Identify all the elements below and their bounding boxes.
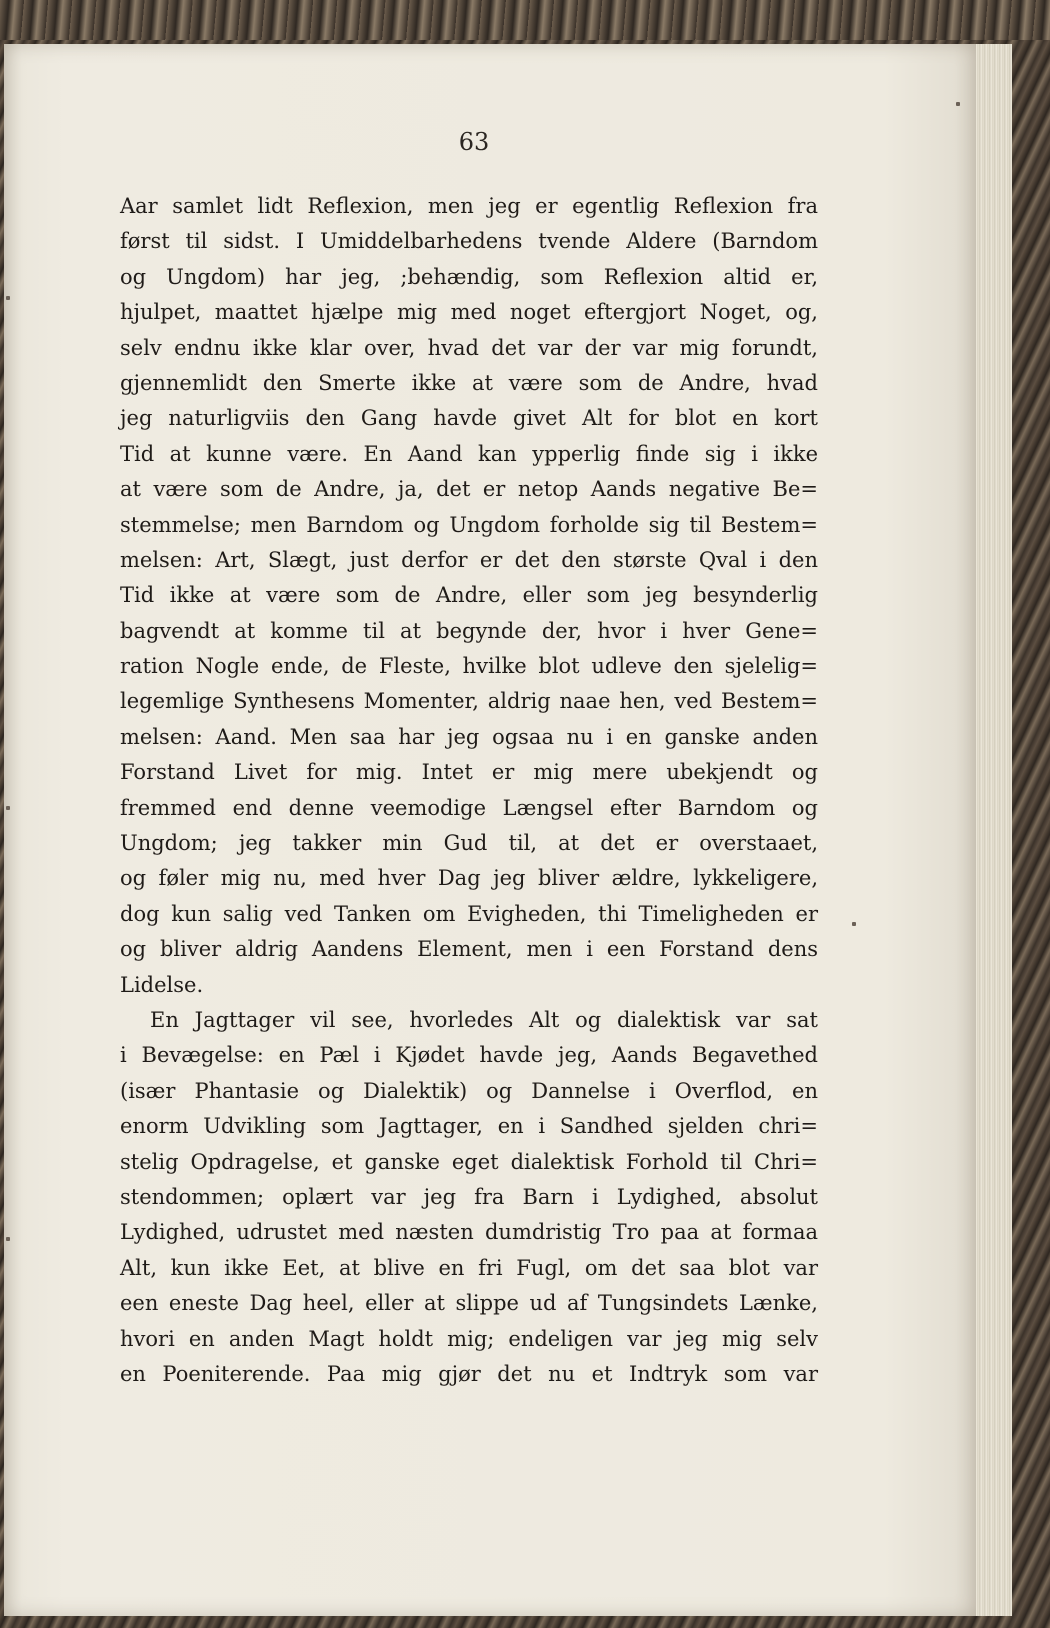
margin-speck	[6, 806, 10, 810]
text-line: en Poeniterende. Paa mig gjør det nu et Indtryk som var	[120, 1361, 818, 1386]
text-line: i Bevægelse: en Pæl i Kjødet havde jeg, Aands Begavethed	[120, 1043, 818, 1068]
text-line: Lydighed, udrustet med næsten dumdristig Tro paa at formaa	[120, 1220, 818, 1245]
text-line: Forstand Livet for mig. Intet er mig mere ubekjendt og	[120, 760, 818, 785]
text-line: Ungdom; jeg takker min Gud til, at det er overstaaet,	[120, 831, 818, 856]
text-line: jeg naturligviis den Gang havde givet Alt for blot en kort	[120, 406, 818, 431]
margin-speck	[6, 1237, 10, 1241]
text-line: og føler mig nu, med hver Dag jeg bliver ældre, lykkeligere,	[120, 866, 818, 891]
text-line: at være som de Andre, ja, det er netop Aands negative Be=	[120, 477, 818, 502]
text-line: Tid at kunne være. En Aand kan ypperlig finde sig i ikke	[120, 441, 818, 466]
text-line: Aar samlet lidt Reflexion, men jeg er egentlig Reflexion fra	[120, 194, 818, 218]
text-line: hjulpet, maattet hjælpe mig med noget eftergjort Noget, og,	[120, 300, 818, 325]
text-line: selv endnu ikke klar over, hvad det var der var mig forundt,	[120, 335, 818, 360]
text-line: hvori en anden Magt holdt mig; endeligen var jeg mig selv	[120, 1326, 818, 1351]
page-number: 63	[458, 128, 490, 156]
text-line: Tid ikke at være som de Andre, eller som jeg besynderlig	[120, 583, 818, 608]
book-cover-edge	[0, 0, 1050, 40]
text-line: stelig Opdragelse, et ganske eget dialektisk Forhold til Chri=	[120, 1149, 818, 1174]
margin-speck	[6, 296, 10, 300]
text-line: Lidelse.	[120, 972, 204, 997]
text-line: Alt, kun ikke Eet, at blive en fri Fugl, om det saa blot var	[120, 1255, 818, 1280]
margin-speck	[852, 922, 856, 926]
text-line: legemlige Synthesens Momenter, aldrig naae hen, ved Bestem=	[120, 689, 818, 714]
body-text	[120, 189, 818, 1392]
text-line: En Jagttager vil see, hvorledes Alt og dialektisk var sat	[150, 1007, 818, 1032]
text-line: fremmed end denne veemodige Længsel efter Barndom og	[120, 795, 818, 820]
text-line: een eneste Dag heel, eller at slippe ud af Tungsindets Lænke,	[120, 1291, 818, 1316]
margin-speck	[956, 102, 960, 106]
text-line: stemmelse; men Barndom og Ungdom forholde sig til Bestem=	[120, 512, 818, 537]
text-line: gjennemlidt den Smerte ikke at være som de Andre, hvad	[120, 370, 818, 395]
text-line: bagvendt at komme til at begynde der, hvor i hver Gene=	[120, 618, 818, 643]
text-line: og bliver aldrig Aandens Element, men i een Forstand dens	[120, 937, 818, 962]
text-line: stendommen; oplært var jeg fra Barn i Lydighed, absolut	[120, 1184, 818, 1209]
text-line: melsen: Aand. Men saa har jeg ogsaa nu i en ganske anden	[120, 724, 818, 749]
text-line: først til sidst. I Umiddelbarhedens tvende Aldere (Barndom	[120, 229, 818, 254]
text-line: melsen: Art, Slægt, just derfor er det den største Qval i den	[120, 547, 818, 572]
text-line: og Ungdom) har jeg, ;behændig, som Reflexion altid er,	[120, 264, 818, 289]
text-line: enorm Udvikling som Jagttager, en i Sandhed sjelden chri=	[120, 1114, 818, 1139]
text-line: ration Nogle ende, de Fleste, hvilke blot udleve den sjelelig=	[120, 654, 818, 679]
text-line: (især Phantasie og Dialektik) og Dannelse i Overflod, en	[120, 1078, 818, 1103]
book-page	[4, 44, 976, 1616]
text-line: dog kun salig ved Tanken om Evigheden, thi Timeligheden er	[120, 901, 818, 926]
